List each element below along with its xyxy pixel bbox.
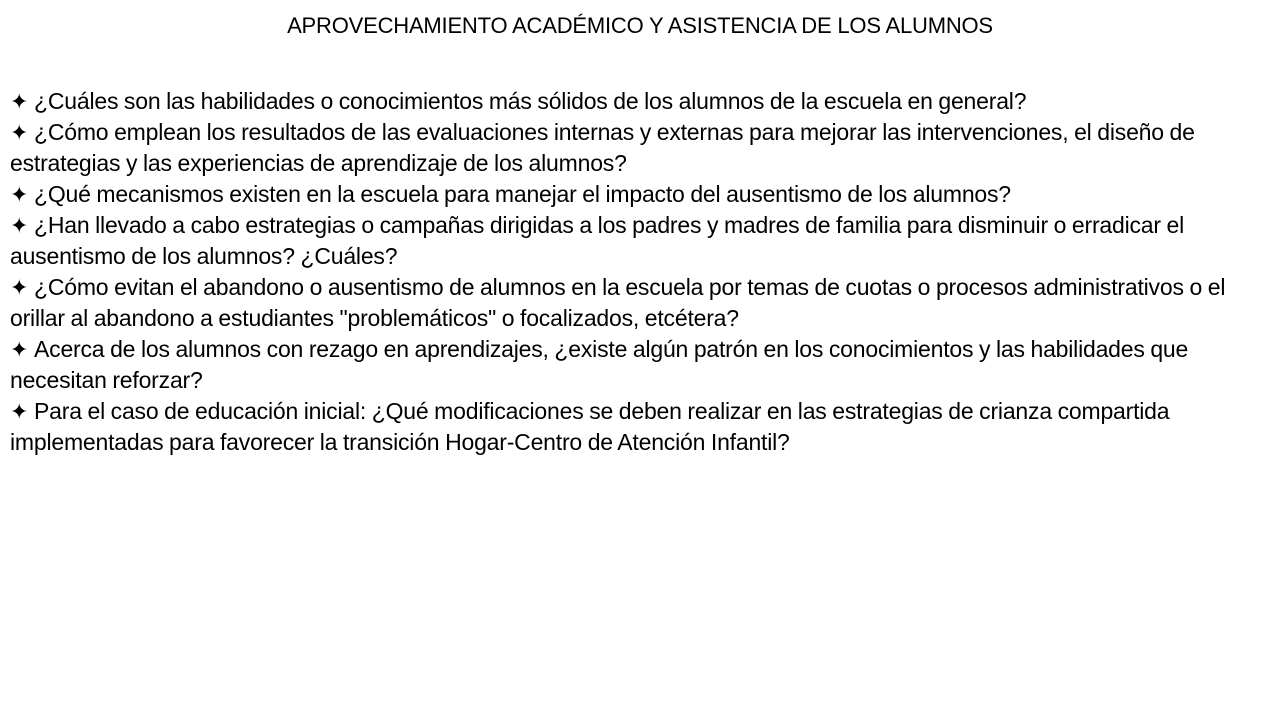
four-pointed-star-icon: ✦ <box>10 182 29 207</box>
question-item <box>10 210 1272 272</box>
question-item <box>10 117 1272 179</box>
four-pointed-star-icon: ✦ <box>10 213 29 238</box>
question-text: ¿Qué mecanismos existen en la escuela para manejar el impacto del ausentismo de los alumnos? <box>34 181 1011 207</box>
four-pointed-star-icon: ✦ <box>10 120 29 145</box>
question-text: Para el caso de educación inicial: ¿Qué modificaciones se deben realizar en las estrategias de crianza compartida implementadas para favorecer la transición Hogar-Centro de Atención Infantil? <box>10 398 1170 455</box>
question-item <box>10 179 1272 210</box>
question-item <box>10 86 1272 117</box>
slide-title: APROVECHAMIENTO ACADÉMICO Y ASISTENCIA DE LOS ALUMNOS <box>287 13 993 38</box>
four-pointed-star-icon: ✦ <box>10 337 29 362</box>
question-item <box>10 396 1272 458</box>
question-item <box>10 334 1272 396</box>
question-text: Acerca de los alumnos con rezago en aprendizajes, ¿existe algún patrón en los conocimientos y las habilidades que necesitan reforzar? <box>10 336 1189 393</box>
question-text: ¿Cómo evitan el abandono o ausentismo de alumnos en la escuela por temas de cuotas o procesos administrativos o el orillar al abandono a estudiantes "problemáticos" o focalizados, etcétera? <box>10 274 1226 331</box>
question-text: ¿Cuáles son las habilidades o conocimientos más sólidos de los alumnos de la escuela en general? <box>34 88 1027 114</box>
question-text: ¿Han llevado a cabo estrategias o campañas dirigidas a los padres y madres de familia para disminuir o erradicar el ausentismo de los alumnos? ¿Cuáles? <box>10 212 1185 269</box>
question-list <box>10 86 1272 458</box>
four-pointed-star-icon: ✦ <box>10 399 29 424</box>
four-pointed-star-icon: ✦ <box>10 89 29 114</box>
question-text: ¿Cómo emplean los resultados de las evaluaciones internas y externas para mejorar las intervenciones, el diseño de estrategias y las experiencias de aprendizaje de los alumnos? <box>10 119 1195 176</box>
four-pointed-star-icon: ✦ <box>10 275 29 300</box>
question-item <box>10 272 1272 334</box>
